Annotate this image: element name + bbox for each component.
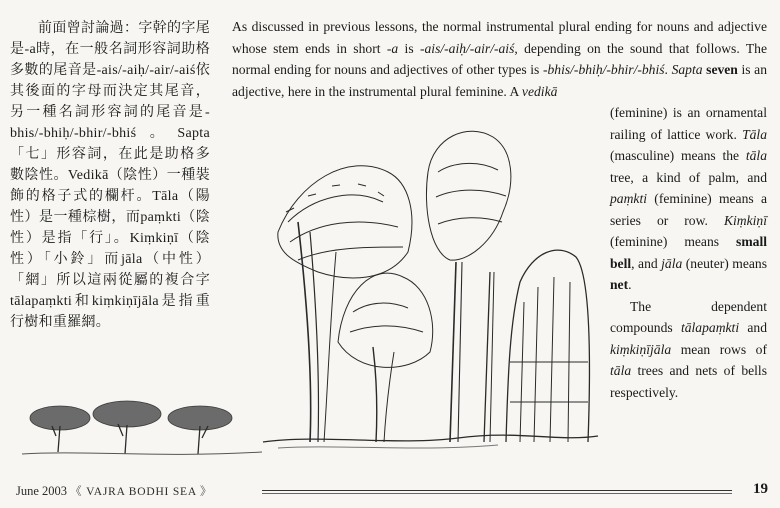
term-tala: Tāla	[742, 126, 767, 142]
term-tala-lower: tāla	[745, 148, 767, 163]
term-vedika: vedikā	[521, 83, 558, 99]
english-definitions-paragraph: (feminine) is an ornamental railing of lattice work. Tāla (masculine) means the tāla tree, a kind of palm, and paṃkti (feminine) means a series or row. Kiṃkiṇī (feminine) means small bell, and jāla (neuter) means net.	[610, 105, 767, 292]
chinese-paragraph: 前面曾討論過：字幹的字尾是-a時，在一般名詞形容詞助格多數的尾音是-ais/-aiḥ/-air/-aiś依其後面的字母而決定其尾音，另一種名詞形容詞的尾音是-bhis/-bhiḥ/-bhir/-bhiś。Sapta「七」形容詞，在此是助格多數陰性。Vedikā（陰性）一種裝飾的格子式的欄杆。Tāla（陽性）是一種棕樹，而paṃkti（陰性）是指「行」。Kiṃkiṇī（陰性）「小鈴」而jāla（中性）「網」所以這兩從屬的複合字tālapaṃkti和kiṃkiṇījāla是指重行樹和重羅網。	[10, 21, 210, 330]
term-talapamkti: tālapaṃkti	[680, 320, 740, 335]
term-kimkinijala: kiṃkiṇījāla	[610, 341, 672, 357]
term-small-bell: small bell	[610, 234, 767, 271]
english-compounds-paragraph: The dependent compounds tālapaṃkti and kiṃkiṇījāla mean rows of tāla trees and nets of bells respectively.	[610, 298, 768, 400]
term-seven: seven	[706, 62, 738, 77]
page-number: 19	[753, 481, 768, 497]
term-sapta: Sapta	[671, 62, 703, 77]
footer-rule-thin	[262, 493, 732, 494]
term-a: -a	[386, 40, 399, 56]
footer-magazine-name: 《 VAJRA BODHI SEA 》	[70, 486, 213, 498]
english-intro-paragraph: As discussed in previous lessons, the normal instrumental plural ending for nouns and adjective whose stem ends in short -a is -ais/-aiḥ/-air/-aiś, depending on the sound that follows. The normal ending for nouns and adjectives of other types is -bhis/-bhiḥ/-bhir/-bhiś. Sapta seven is an adjective, here in the instrumental plural feminine. A vedikā	[232, 19, 767, 99]
small-trees-decoration	[22, 392, 262, 462]
footer-date: June 2003	[16, 484, 68, 498]
page-footer	[0, 480, 780, 502]
term-bhis: -bhis/-bhiḥ/-bhir/-bhiś	[542, 62, 665, 77]
footer-label	[16, 483, 212, 499]
term-net: net	[610, 277, 629, 292]
chinese-text-column	[10, 18, 210, 333]
footer-rule	[262, 490, 732, 491]
term-tala-lower-2: tāla	[610, 363, 632, 378]
term-kimkini: Kiṃkiṇī	[723, 212, 767, 228]
term-ais: -ais/-aiḥ/-air/-aiś	[419, 40, 515, 56]
term-pamkti: paṃkti	[610, 191, 647, 206]
english-right-column	[610, 102, 767, 403]
palm-trees-illustration	[258, 112, 603, 454]
term-jala: jāla	[661, 255, 683, 271]
